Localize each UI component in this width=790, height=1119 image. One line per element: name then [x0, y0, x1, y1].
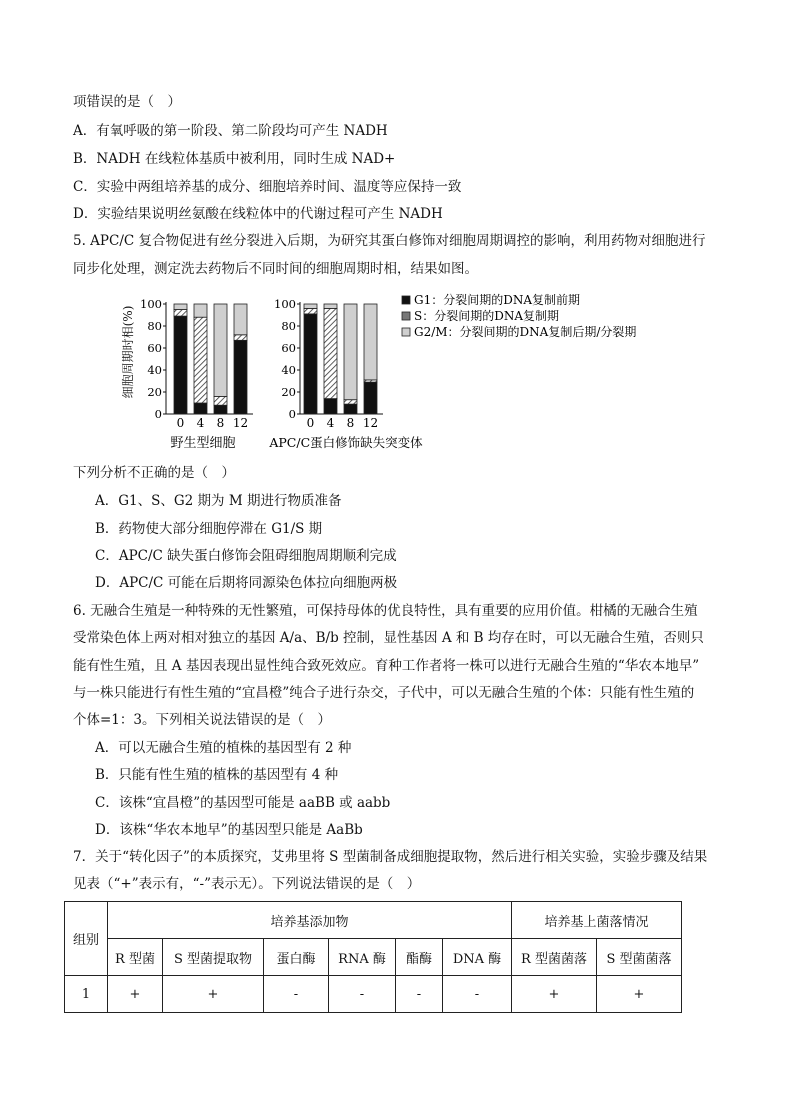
q7-stem-line1: 7．关于“转化因子”的本质探究，艾弗里将 S 型菌制备成细胞提取物，然后进行相关实验，实验步骤及结果: [73, 849, 708, 865]
table-cell: +: [512, 976, 597, 1013]
table-cell: 1: [65, 976, 108, 1013]
legend-swatch: [402, 312, 410, 320]
y-tick-label: 60: [281, 341, 296, 355]
table-col-s-extract: S 型菌提取物: [163, 939, 264, 976]
bar-segment-g2m: [344, 304, 357, 400]
y-tick-label: 100: [274, 297, 296, 311]
q5-option-a: A．G1、S、G2 期为 M 期进行物质准备: [95, 493, 342, 509]
bar-segment-s: [304, 308, 317, 314]
y-tick-label: 100: [140, 297, 162, 311]
q5-stem-line2: 同步化处理，测定洗去药物后不同时间的细胞周期时相，结果如图。: [73, 261, 478, 277]
x-tick-label: 4: [196, 416, 205, 430]
q5-question: 下列分析不正确的是（ ）: [73, 465, 235, 481]
bar-segment-g2m: [214, 304, 227, 396]
x-tick-label: 4: [326, 416, 335, 430]
table-col-rnase: RNA 酶: [329, 939, 396, 976]
x-tick-label: 8: [346, 416, 355, 430]
table-col-esterase: 酯酶: [396, 939, 443, 976]
q6-option-d: D．该株“华农本地早”的基因型只能是 AaBb: [95, 822, 363, 838]
legend-swatch: [402, 296, 410, 304]
table-cell: +: [163, 976, 264, 1013]
bar-segment-s: [324, 308, 337, 398]
q6-option-b: B．只能有性生殖的植株的基因型有 4 种: [95, 767, 339, 783]
table-header-additives: 培养基添加物: [108, 902, 512, 939]
q6-stem-line5: 个体=1：3。下列相关说法错误的是（ ）: [73, 712, 331, 728]
bar-segment-g1: [234, 340, 247, 414]
x-tick-label: 0: [176, 416, 185, 430]
chart-ylabel: 细胞周期时相(%): [121, 305, 135, 399]
q4-option-a: A．有氧呼吸的第一阶段、第二阶段均可产生 NADH: [73, 123, 388, 139]
table-cell: -: [443, 976, 512, 1013]
table-col-protease: 蛋白酶: [264, 939, 329, 976]
experiment-table: [64, 901, 682, 1013]
q6-stem-line1: 6. 无融合生殖是一种特殊的无性繁殖，可保持母体的优良特性，具有重要的应用价值。柑橘的无融合生殖: [73, 603, 698, 619]
panel2-xlabel: APC/C蛋白修饰缺失突变体: [269, 435, 423, 450]
y-tick-label: 20: [147, 385, 162, 399]
table-cell: +: [108, 976, 163, 1013]
bar-segment-g1: [174, 316, 187, 414]
q5-option-c: C．APC/C 缺失蛋白修饰会阻碍细胞周期顺利完成: [95, 548, 397, 564]
bar-segment-g1: [344, 404, 357, 414]
chart-x-ticks: [177, 416, 378, 430]
bar-segment-s: [194, 317, 207, 403]
bar-segment-g1: [364, 382, 377, 414]
q6-option-a: A．可以无融合生殖的植株的基因型有 2 种: [95, 740, 352, 756]
y-tick-label: 80: [281, 319, 296, 333]
table-cell: -: [396, 976, 443, 1013]
q6-stem-line3: 能有性生殖，且 A 基因表现出显性纯合致死效应。育种工作者将一株可以进行无融合生殖的“华农本地早”: [73, 658, 700, 674]
table-header-colonies: 培养基上菌落情况: [512, 902, 682, 939]
x-tick-label: 0: [306, 416, 315, 430]
y-tick-label: 0: [288, 407, 296, 421]
x-tick-label: 12: [362, 416, 379, 430]
panel1-y-ticks: [140, 297, 166, 421]
bar-segment-g2m: [194, 304, 207, 317]
q6-stem-line4: 与一株只能进行有性生殖的“宜昌橙”纯合子进行杂交，子代中，可以无融合生殖的个体：只能有性生殖的: [73, 685, 695, 701]
q6-option-c: C．该株“宜昌橙”的基因型可能是 aaBB 或 aabb: [95, 795, 391, 811]
chart-legend: [402, 292, 636, 339]
panel2-y-ticks: [274, 297, 300, 421]
legend-swatch: [402, 328, 410, 336]
bar-segment-g1: [324, 399, 337, 414]
x-tick-label: 12: [232, 416, 249, 430]
bar-segment-s: [214, 396, 227, 405]
bar-segment-g2m: [364, 304, 377, 380]
table-cell: -: [329, 976, 396, 1013]
y-tick-label: 0: [154, 407, 162, 421]
bar-segment-g2m: [304, 304, 317, 308]
legend-label: S：分裂间期的DNA复制期: [414, 309, 560, 323]
table-cell: -: [264, 976, 329, 1013]
cell-cycle-chart: [120, 292, 680, 457]
table-col-dnase: DNA 酶: [443, 939, 512, 976]
chart-bars: [174, 304, 377, 414]
bar-segment-s: [174, 310, 187, 317]
bar-segment-g1: [214, 405, 227, 414]
q5-option-d: D．APC/C 可能在后期将同源染色体拉向细胞两极: [95, 575, 398, 591]
legend-label: G1：分裂间期的DNA复制前期: [414, 293, 581, 307]
legend-label: G2/M：分裂间期的DNA复制后期/分裂期: [414, 325, 637, 339]
q6-stem-line2: 受常染色体上两对相对独立的基因 A/a、B/b 控制，显性基因 A 和 B 均存在时，可以无融合生殖，否则只: [73, 630, 704, 646]
table-col-r-strain: R 型菌: [108, 939, 163, 976]
q4-option-b: B．NADH 在线粒体基质中被利用，同时生成 NAD+: [73, 151, 396, 167]
bar-segment-g2m: [174, 304, 187, 310]
bar-segment-g1: [194, 403, 207, 414]
bar-segment-g2m: [324, 304, 337, 308]
y-tick-label: 40: [281, 363, 296, 377]
q7-stem-line2: 见表（“+”表示有，“-”表示无）。下列说法错误的是（ ）: [73, 876, 421, 892]
table-header-group: 组别: [65, 902, 108, 976]
bar-segment-s: [344, 400, 357, 404]
table-cell: +: [597, 976, 682, 1013]
y-tick-label: 80: [147, 319, 162, 333]
y-tick-label: 40: [147, 363, 162, 377]
q4-option-d: D．实验结果说明丝氨酸在线粒体中的代谢过程可产生 NADH: [73, 206, 443, 222]
x-tick-label: 8: [216, 416, 225, 430]
y-tick-label: 60: [147, 341, 162, 355]
bar-segment-g1: [304, 314, 317, 414]
panel1-xlabel: 野生型细胞: [170, 436, 236, 451]
table-col-r-colonies: R 型菌菌落: [512, 939, 597, 976]
y-tick-label: 20: [281, 385, 296, 399]
table-col-s-colonies: S 型菌菌落: [597, 939, 682, 976]
bar-segment-s: [234, 335, 247, 341]
q4-option-c: C．实验中两组培养基的成分、细胞培养时间、温度等应保持一致: [73, 179, 462, 195]
table-row: [65, 976, 682, 1013]
q4-stem-tail: 项错误的是（ ）: [73, 94, 181, 110]
bar-segment-g2m: [234, 304, 247, 335]
q5-stem-line1: 5. APC/C 复合物促进有丝分裂进入后期，为研究其蛋白修饰对细胞周期调控的影响，利用药物对细胞进行: [73, 233, 706, 249]
q5-option-b: B．药物使大部分细胞停滞在 G1/S 期: [95, 521, 323, 537]
